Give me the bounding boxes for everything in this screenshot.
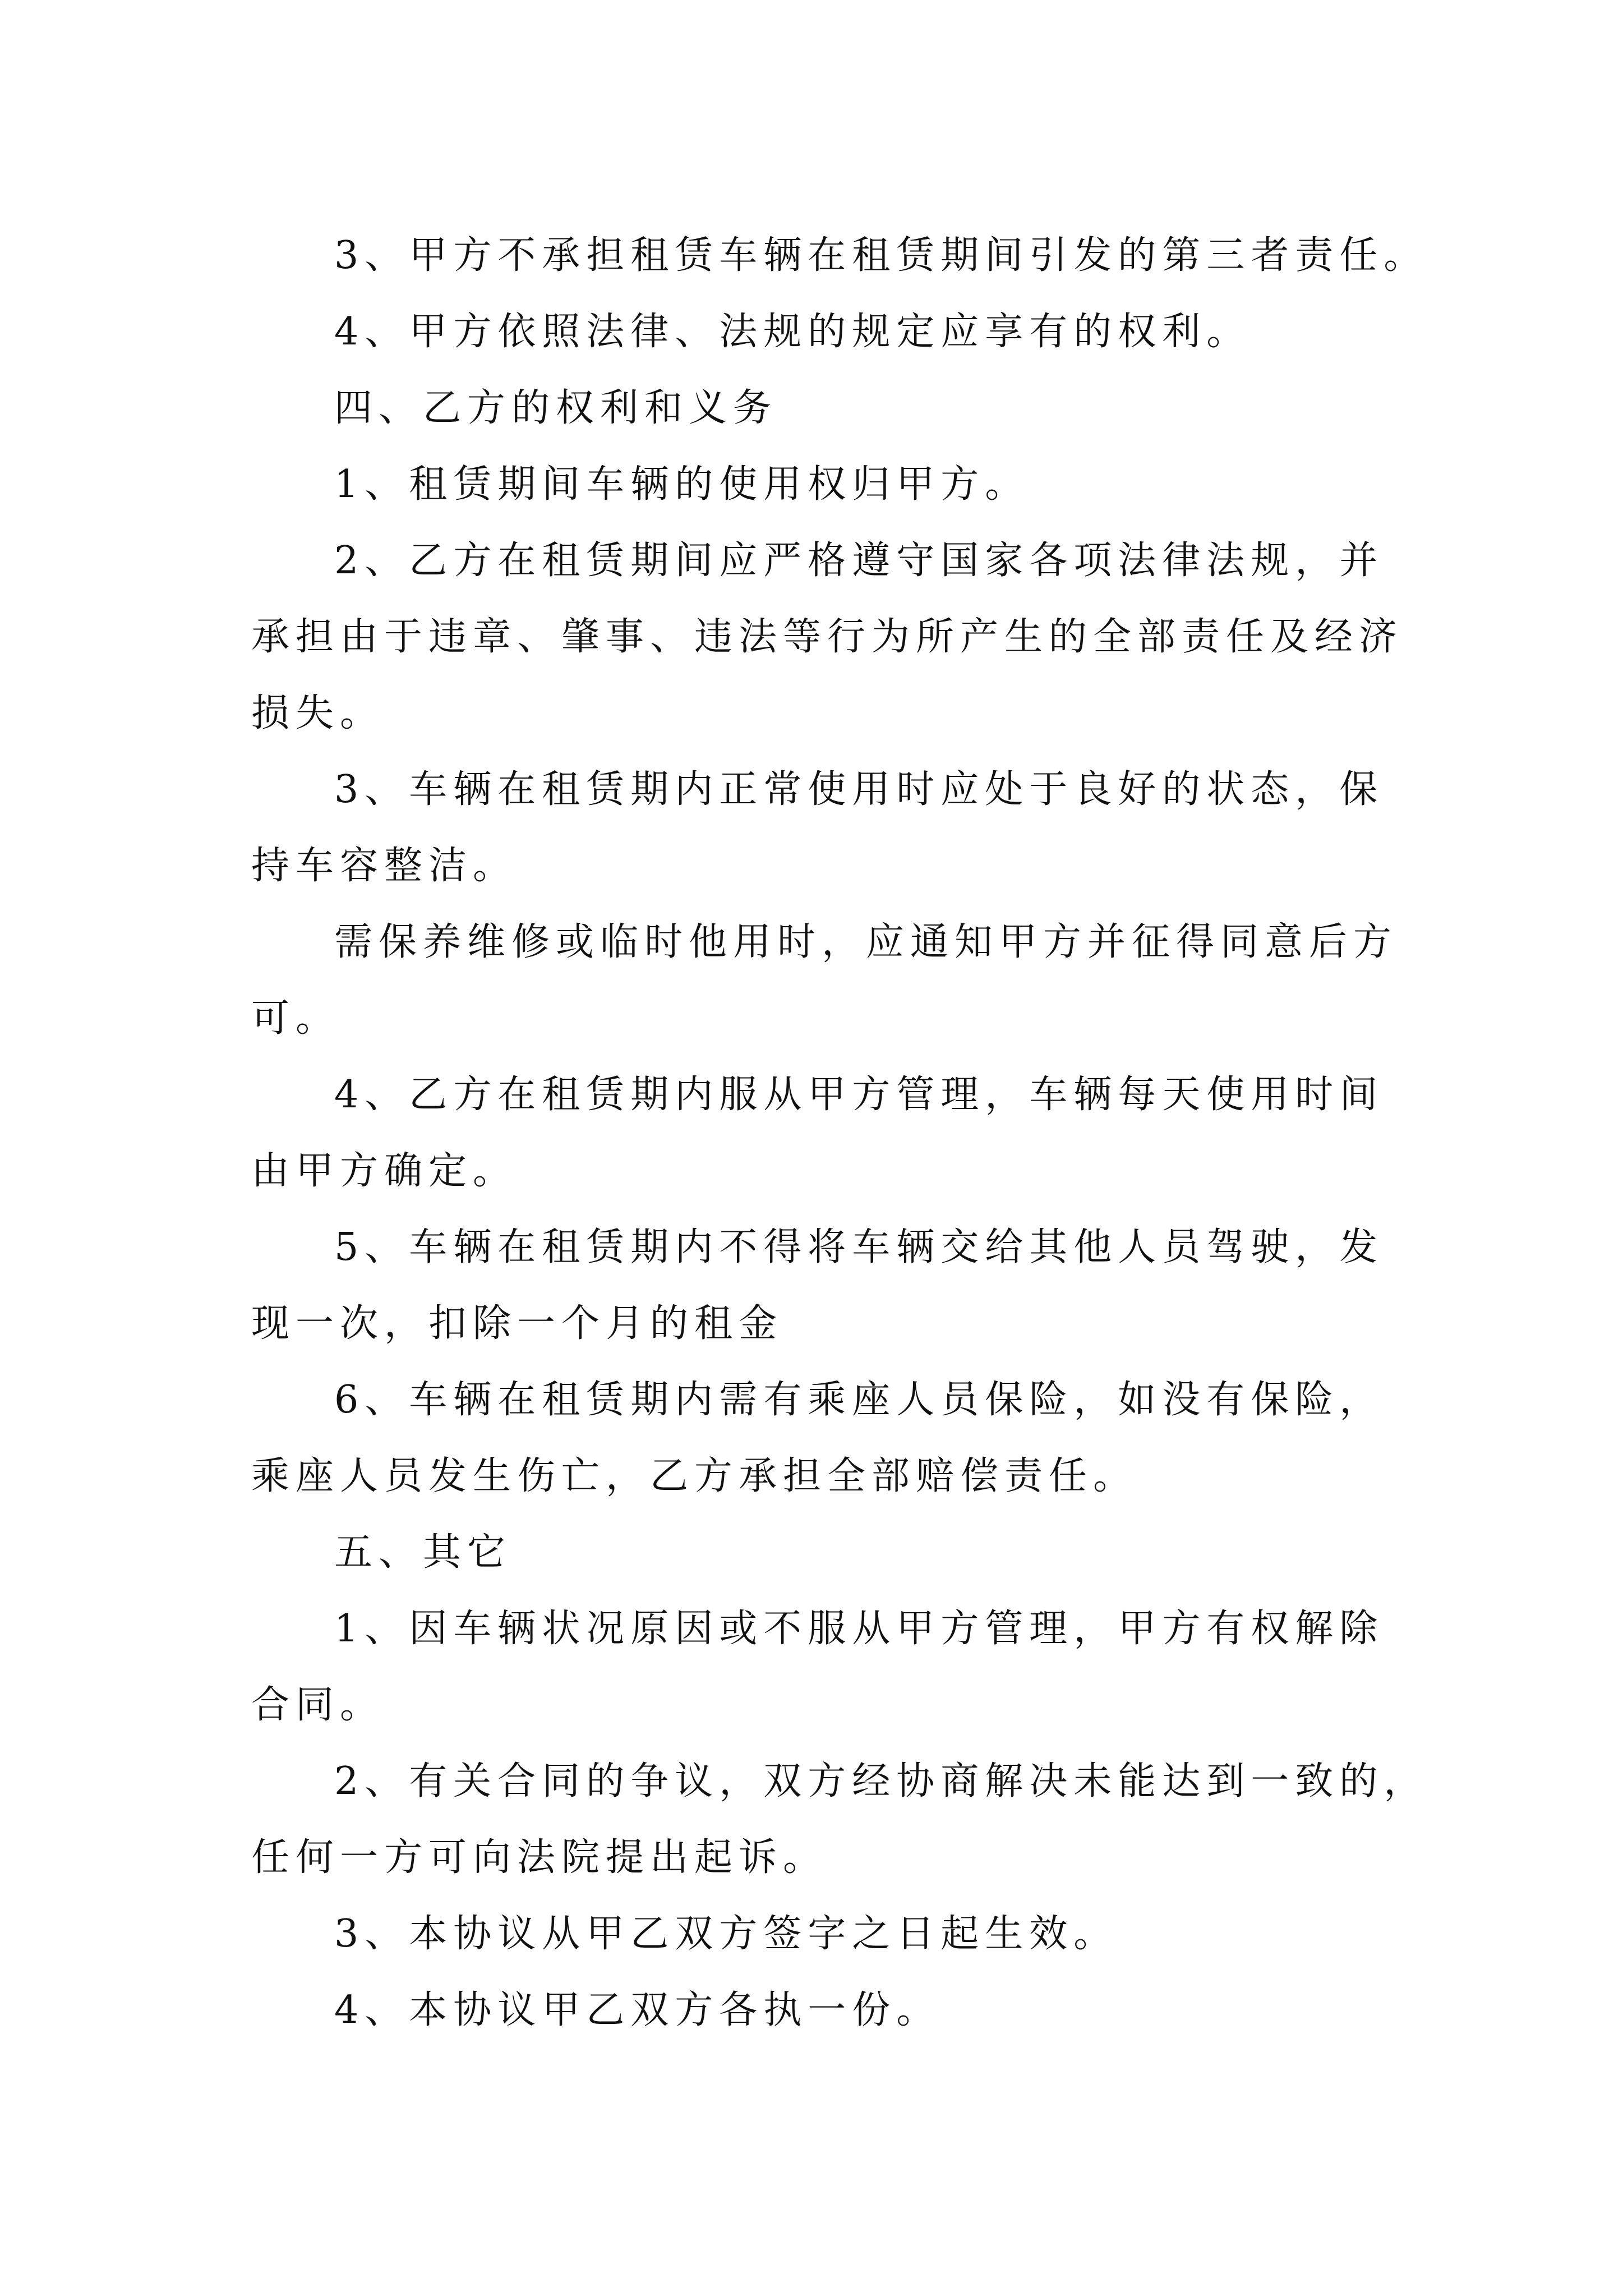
paragraph-line-indented: 6、车辆在租赁期内需有乘座人员保险，如没有保险，	[334, 1378, 1384, 1422]
paragraph-line: 乘座人员发生伤亡，乙方承担全部赔偿责任。	[251, 1454, 1138, 1498]
paragraph-line-indented: 4、甲方依照法律、法规的规定应享有的权利。	[334, 310, 1251, 354]
paragraph-line-indented: 4、乙方在租赁期内服从甲方管理，车辆每天使用时间	[334, 1073, 1384, 1117]
paragraph-line-indented: 4、本协议甲乙双方各执一份。	[334, 1988, 941, 2032]
paragraph-line: 任何一方可向法院提出起诉。	[251, 1835, 828, 1880]
paragraph-line-indented: 2、乙方在租赁期间应严格遵守国家各项法律法规，并	[334, 539, 1384, 583]
paragraph-line-indented: 5、车辆在租赁期内不得将车辆交给其他人员驾驶，发	[334, 1225, 1384, 1269]
paragraph-line-indented: 3、本协议从甲乙双方签字之日起生效。	[334, 1912, 1118, 1956]
paragraph-line: 承担由于违章、肇事、违法等行为所产生的全部责任及经济	[251, 615, 1404, 659]
document-body	[251, 218, 1428, 2049]
paragraph-line: 现一次，扣除一个月的租金	[251, 1301, 783, 1346]
paragraph-line-indented: 1、租赁期间车辆的使用权归甲方。	[334, 462, 1030, 507]
paragraph-line: 合同。	[251, 1683, 385, 1727]
paragraph-line: 由甲方确定。	[251, 1149, 518, 1193]
paragraph-line-indented: 3、甲方不承担租赁车辆在租赁期间引发的第三者责任。	[334, 233, 1428, 278]
paragraph-line-indented: 需保养维修或临时他用时，应通知甲方并征得同意后方	[334, 920, 1398, 964]
paragraph-line: 可。	[251, 996, 340, 1041]
paragraph-line-indented: 五、其它	[334, 1530, 512, 1575]
paragraph-line: 持车容整洁。	[251, 844, 518, 888]
paragraph-line: 损失。	[251, 691, 385, 735]
paragraph-line-indented: 1、因车辆状况原因或不服从甲方管理，甲方有权解除	[334, 1607, 1384, 1651]
paragraph-line-indented: 2、有关合同的争议，双方经协商解决未能达到一致的，	[334, 1759, 1428, 1803]
paragraph-line-indented: 3、车辆在租赁期内正常使用时应处于良好的状态，保	[334, 767, 1384, 812]
paragraph-line-indented: 四、乙方的权利和义务	[334, 386, 778, 430]
